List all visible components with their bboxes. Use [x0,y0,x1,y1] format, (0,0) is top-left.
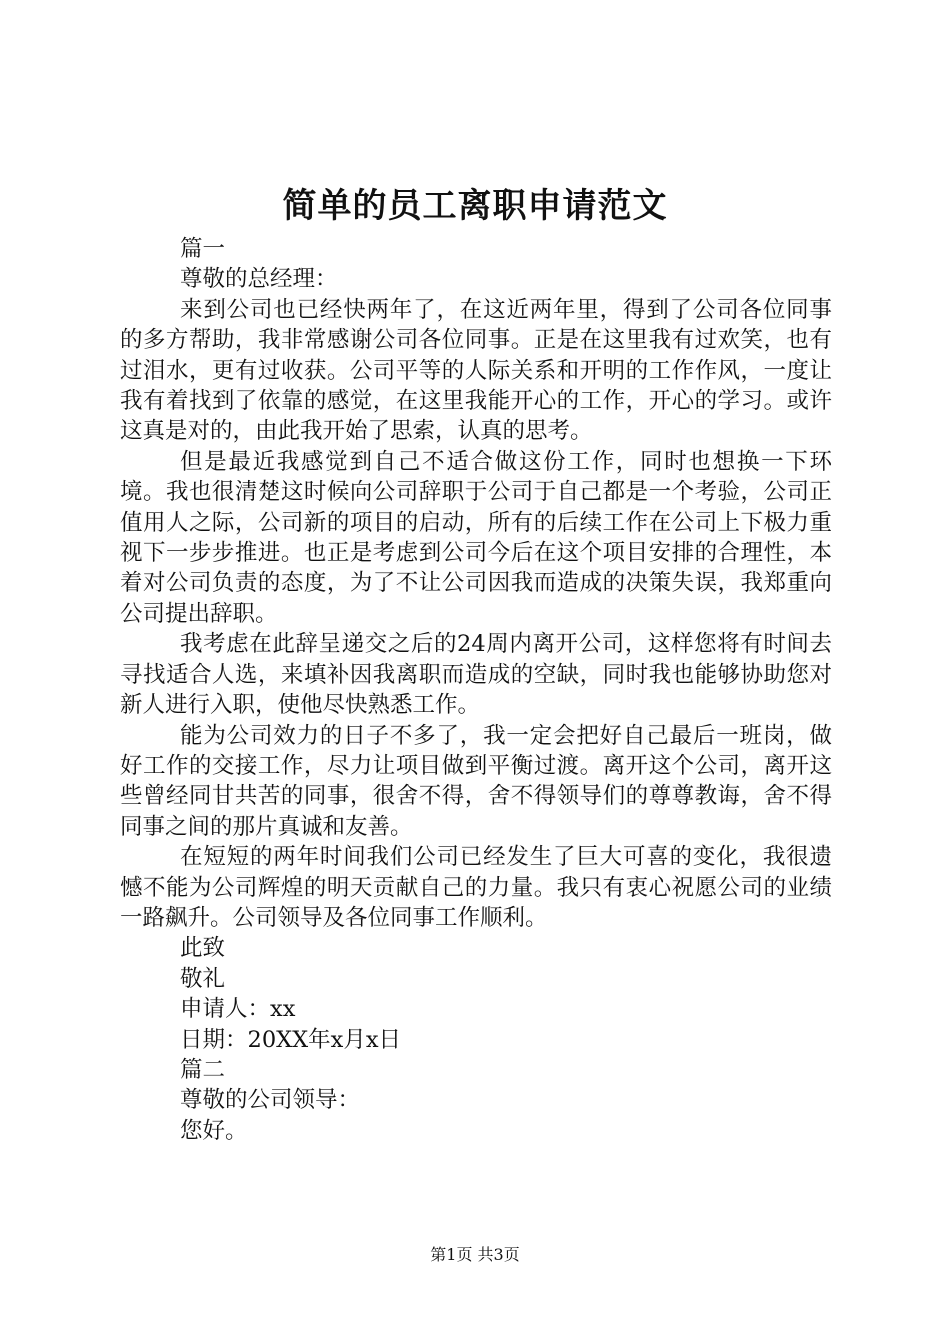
page-footer: 第1页 共3页 [430,1245,520,1264]
body-paragraph: 能为公司效力的日子不多了，我一定会把好自己最后一班岗，做好工作的交接工作，尽力让项目做到平衡过渡。离开这个公司，离开这些曾经同甘共苦的同事，很舍不得，舍不得领导们的尊尊教诲，舍不得同事之间的那片真诚和友善。 [120,722,832,840]
section-heading: 篇二 [180,1056,226,1083]
body-paragraph: 我考虑在此辞呈递交之后的24周内离开公司，这样您将有时间去寻找适合人选，来填补因我离职而造成的空缺，同时我也能够协助您对新人进行入职，使他尽快熟悉工作。 [120,631,832,719]
closing-line: 敬礼 [180,965,226,992]
salutation: 尊敬的公司领导： [180,1087,361,1114]
body-paragraph: 在短短的两年时间我们公司已经发生了巨大可喜的变化，我很遗憾不能为公司辉煌的明天贡献自己的力量。我只有衷心祝愿公司的业绩一路飙升。公司领导及各位同事工作顺利。 [120,844,832,931]
date-line: 日期：20XX年x月x日 [180,1026,402,1053]
closing-line: 此致 [180,935,226,962]
body-paragraph: 来到公司也已经快两年了，在这近两年里，得到了公司各位同事的多方帮助，我非常感谢公司各位同事。正是在这里我有过欢笑，也有过泪水，更有过收获。公司平等的人际关系和开明的工作作风，一度让我有着找到了依靠的感觉，在这里我能开心的工作，开心的学习。或许这真是对的，由此我开始了思索，认真的思考。 [120,296,832,445]
body-paragraph: 但是最近我感觉到自己不适合做这份工作，同时也想换一下环境。我也很清楚这时候向公司辞职于公司于自己都是一个考验，公司正值用人之际，公司新的项目的启动，所有的后续工作在公司上下极力重视下一步步推进。也正是考虑到公司今后在这个项目安排的合理性，本着对公司负责的态度，为了不让公司因我而造成的决策失误，我郑重向公司提出辞职。 [120,448,832,627]
page-title: 简单的员工离职申请范文 [282,186,668,226]
salutation: 尊敬的总经理： [180,266,338,293]
section-heading: 篇一 [180,236,226,262]
applicant-line: 申请人：xx [180,996,296,1023]
greeting: 您好。 [180,1117,248,1144]
document-body [120,234,832,1146]
